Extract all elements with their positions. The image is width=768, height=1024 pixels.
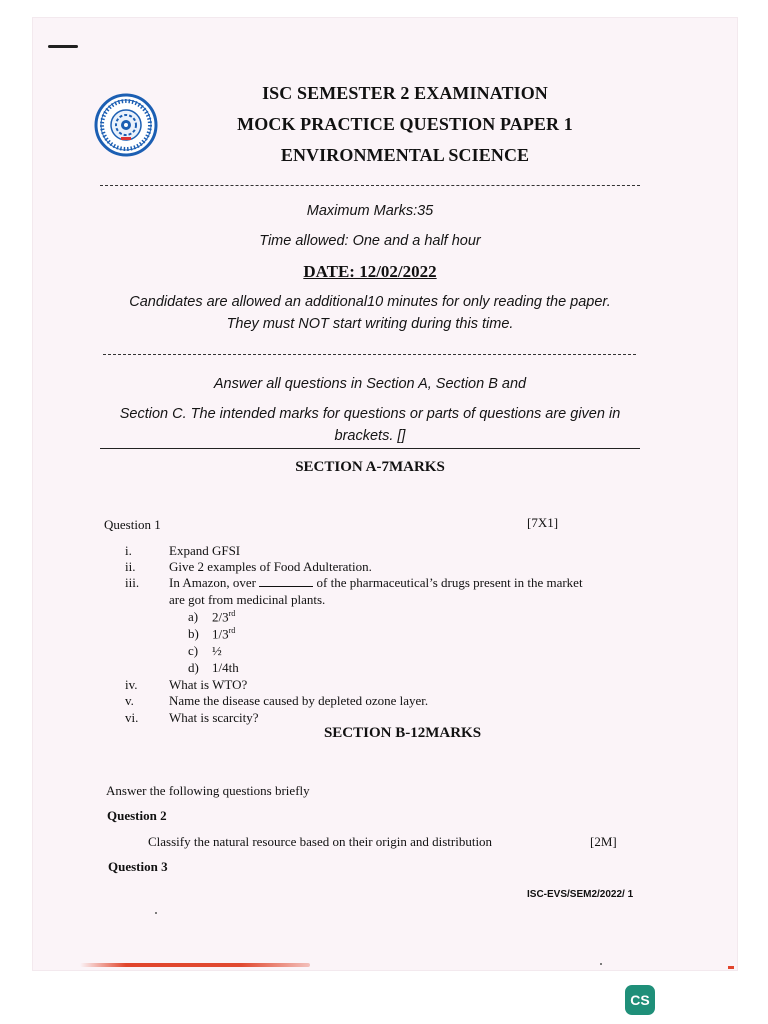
item-text: What is scarcity? — [169, 710, 259, 725]
option-superscript: rd — [228, 609, 236, 618]
item-number: vi. — [125, 710, 139, 725]
school-seal-logo-icon — [94, 93, 158, 157]
instructions-line-2: Section C. The intended marks for questions or parts of questions are given in — [119, 406, 621, 422]
paper-title: MOCK PRACTICE QUESTION PAPER 1 — [237, 114, 573, 134]
question-3-label: Question 3 — [108, 859, 168, 874]
item-text: In Amazon, over — [169, 575, 257, 590]
list-item — [125, 543, 240, 559]
instructions-line-1: Answer all questions in Section A, Section B and — [213, 376, 527, 392]
divider-solid — [100, 448, 640, 449]
section-b-instruction: Answer the following questions briefly — [106, 783, 310, 798]
option-item — [188, 660, 239, 676]
option-value: ½ — [212, 643, 222, 658]
exam-title: ISC SEMESTER 2 EXAMINATION — [262, 83, 548, 103]
question-2-marks: [2M] — [590, 834, 617, 849]
option-letter: a) — [188, 609, 199, 625]
item-number: iii. — [125, 575, 140, 590]
option-letter: d) — [188, 660, 199, 675]
option-item — [188, 609, 235, 625]
list-item — [125, 677, 247, 693]
scan-edge-mark — [80, 963, 310, 967]
scan-speck — [600, 963, 602, 965]
section-b-title: SECTION B-12MARKS — [323, 725, 482, 741]
option-superscript: rd — [228, 626, 236, 635]
question-1-marks: [7X1] — [527, 515, 559, 530]
max-marks: Maximum Marks:35 — [306, 203, 434, 219]
option-value: 1/3 — [212, 626, 229, 642]
corner-pen-mark — [48, 45, 78, 48]
item-text-continued: are got from medicinal plants. — [169, 592, 326, 607]
reading-time-line-2: They must NOT start writing during this time. — [226, 316, 514, 332]
section-a-title: SECTION A-7MARKS — [295, 459, 445, 475]
question-2-label: Question 2 — [107, 808, 167, 823]
scan-edge-mark — [728, 966, 734, 969]
option-letter: b) — [188, 626, 199, 642]
item-number: ii. — [125, 559, 136, 574]
item-text: of the pharmaceutical’s drugs present in the market — [313, 575, 583, 590]
option-letter: c) — [188, 643, 199, 658]
reading-time-line-1: Candidates are allowed an additional10 minutes for only reading the paper. — [129, 294, 611, 310]
instructions-line-3: brackets. [] — [334, 428, 406, 444]
option-value: 2/3 — [212, 609, 229, 625]
option-value: 1/4th — [212, 660, 239, 675]
divider — [100, 185, 640, 186]
item-number: i. — [125, 543, 132, 558]
item-text: Give 2 examples of Food Adulteration. — [169, 559, 372, 574]
item-number: v. — [125, 693, 134, 708]
time-allowed: Time allowed: One and a half hour — [259, 233, 481, 249]
item-text: Expand GFSI — [169, 543, 241, 558]
page-footer-code: ISC-EVS/SEM2/2022/ 1 — [527, 889, 634, 900]
divider — [103, 354, 636, 355]
list-item — [125, 710, 259, 726]
scan-speck — [155, 912, 157, 914]
question-1-label: Question 1 — [104, 517, 161, 532]
item-number: iv. — [125, 677, 138, 692]
exam-date: DATE: 12/02/2022 — [303, 262, 437, 281]
question-2-text: Classify the natural resource based on their origin and distribution — [148, 834, 493, 849]
list-item — [125, 693, 428, 709]
item-text: Name the disease caused by depleted ozone layer. — [169, 693, 429, 708]
subject-title: ENVIRONMENTAL SCIENCE — [280, 145, 530, 165]
option-item — [188, 626, 235, 642]
item-text: What is WTO? — [169, 677, 248, 692]
list-item — [125, 575, 583, 591]
camscanner-logo-icon: CS — [625, 985, 655, 1015]
fill-in-blank — [259, 576, 313, 587]
list-item — [125, 559, 372, 575]
option-item — [188, 643, 222, 659]
